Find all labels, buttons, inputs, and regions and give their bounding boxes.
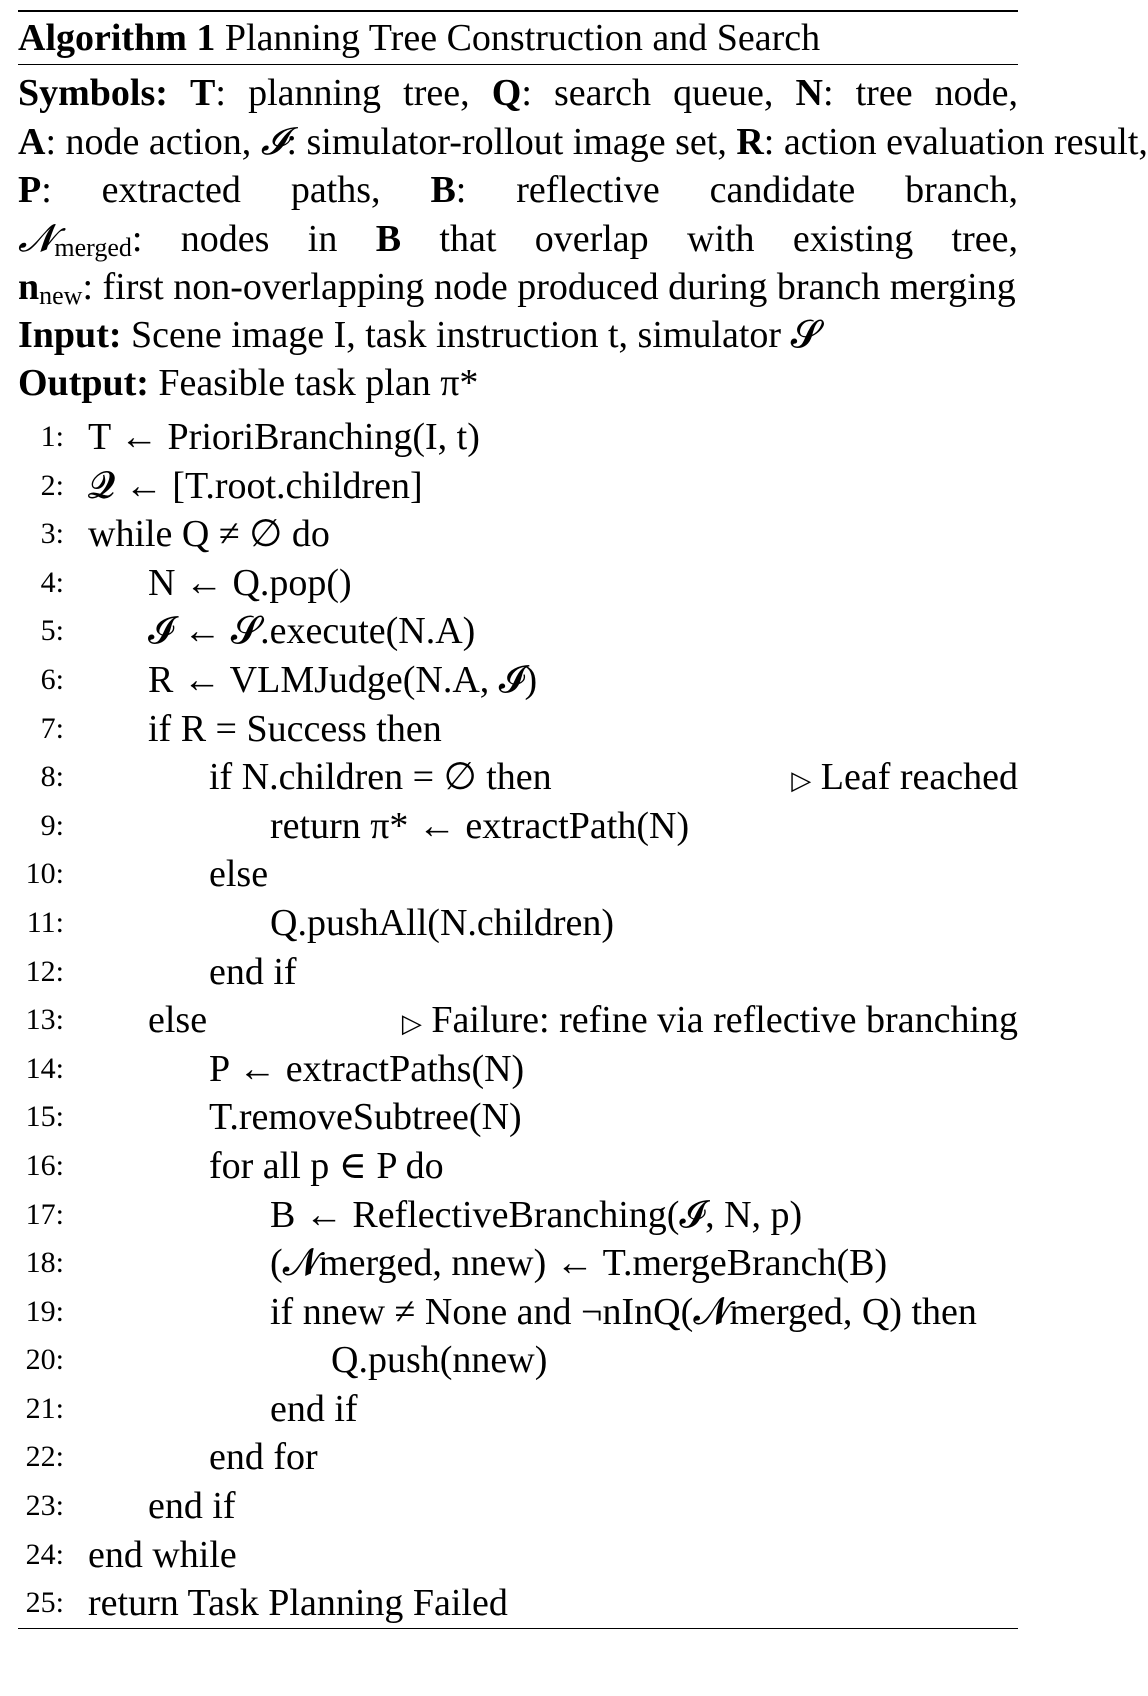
line-number: 5:	[40, 614, 64, 648]
code-statement: Q.push(nnew)	[331, 1339, 548, 1382]
code-statement: 𝓘 ← 𝓢.execute(N.A)	[148, 610, 476, 653]
code-line	[18, 413, 1018, 462]
symbol: A	[18, 121, 46, 163]
line-number: 20:	[25, 1343, 64, 1377]
code-line	[18, 462, 1018, 511]
symbol-desc: : tree node,	[822, 72, 1019, 114]
line-number: 8:	[40, 760, 64, 794]
code-line	[18, 1142, 1018, 1191]
symbol-subscript: merged	[54, 233, 132, 262]
line-number: 2:	[40, 468, 64, 502]
symbols-label: Symbols:	[18, 72, 168, 114]
symbol: B	[430, 169, 456, 211]
bottom-rule	[18, 1628, 1018, 1629]
symbol-desc: : nodes in	[131, 218, 338, 260]
comment-text: Leaf reached	[820, 756, 1018, 799]
code-line	[18, 1579, 1018, 1628]
code-statement: else	[209, 853, 269, 896]
code-line	[18, 1482, 1018, 1531]
symbol: 𝓘	[260, 119, 287, 163]
line-number: 17:	[25, 1197, 64, 1231]
comment-text: Failure: refine via reflective branching	[431, 999, 1018, 1042]
code-statement: N ← Q.pop()	[148, 561, 352, 604]
symbol-desc: : node action,	[45, 121, 252, 163]
code-line	[18, 1433, 1018, 1482]
code-line	[18, 948, 1018, 997]
line-number: 12:	[25, 954, 64, 988]
symbol-desc: : planning tree,	[215, 72, 470, 114]
symbol: N	[795, 72, 823, 114]
line-number: 13:	[25, 1003, 64, 1037]
line-number: 24:	[25, 1537, 64, 1571]
symbols-line-5	[18, 263, 1018, 311]
symbol-desc: : extracted paths,	[41, 169, 381, 211]
code-line	[18, 656, 1018, 705]
code-line	[18, 1336, 1018, 1385]
line-number: 25:	[25, 1586, 64, 1620]
comment-triangle-icon: ▷	[791, 766, 812, 796]
symbol-desc: : reflective candidate branch,	[455, 169, 1018, 211]
code-statement: else	[148, 999, 208, 1042]
code-statement: end if	[209, 950, 297, 993]
algorithm-caption	[18, 12, 1018, 64]
code-line	[18, 1239, 1018, 1288]
symbol: T	[190, 72, 216, 114]
code-line	[18, 1385, 1018, 1434]
code-line	[18, 1288, 1018, 1337]
code-statement: while Q ≠ ∅ do	[88, 513, 330, 556]
code-line	[18, 996, 1018, 1045]
symbols-line-3	[18, 166, 1018, 214]
output-line	[18, 359, 1018, 407]
code-line	[18, 1045, 1018, 1094]
symbol-desc: : simulator-rollout image set,	[286, 121, 727, 163]
algorithm-label: Algorithm 1	[18, 17, 216, 59]
code-comment	[791, 753, 1018, 806]
input-label: Input:	[18, 314, 122, 356]
line-number: 3:	[40, 517, 64, 551]
code-statement: return π* ← extractPath(N)	[270, 804, 690, 847]
code-statement: Q.pushAll(N.children)	[270, 901, 615, 944]
line-number: 15:	[25, 1100, 64, 1134]
code-statement: T ← PrioriBranching(I, t)	[88, 416, 480, 458]
symbol: 𝓝	[18, 216, 55, 260]
symbol: B	[375, 218, 402, 260]
code-line	[18, 899, 1018, 948]
output-label: Output:	[18, 362, 149, 404]
algorithm-body	[18, 407, 1018, 1628]
code-line	[18, 607, 1018, 656]
line-number: 18:	[25, 1246, 64, 1280]
symbols-line-2	[18, 117, 1148, 166]
symbols-line-4	[18, 214, 1018, 263]
code-line	[18, 802, 1018, 851]
code-statement: if nnew ≠ None and ¬nInQ(𝓝merged, Q) then	[270, 1290, 977, 1333]
symbol-desc: that overlap with existing tree,	[439, 218, 1019, 260]
line-number: 4:	[40, 565, 64, 599]
code-statement: if R = Success then	[148, 707, 442, 750]
code-statement: 𝓠 ← [T.root.children]	[88, 464, 423, 507]
code-line	[18, 753, 1018, 802]
symbol: P	[18, 169, 42, 211]
code-statement: if N.children = ∅ then	[209, 756, 552, 799]
code-statement: (𝓝merged, nnew) ← T.mergeBranch(B)	[270, 1242, 888, 1285]
line-number: 16:	[25, 1148, 64, 1182]
input-text: Scene image I, task instruction t, simulator 𝓢	[131, 314, 820, 356]
algorithm-block	[18, 10, 1148, 1629]
code-line	[18, 1191, 1018, 1240]
code-line	[18, 705, 1018, 754]
line-number: 7:	[40, 711, 64, 745]
line-number: 9:	[40, 808, 64, 842]
code-statement: return Task Planning Failed	[88, 1582, 508, 1625]
output-text: Feasible task plan π*	[158, 362, 479, 404]
code-statement: P ← extractPaths(N)	[209, 1047, 525, 1090]
code-line	[18, 559, 1018, 608]
line-number: 19:	[25, 1294, 64, 1328]
code-comment	[402, 996, 1018, 1049]
code-statement: end for	[209, 1436, 318, 1479]
symbols-block	[18, 65, 1148, 407]
code-statement: end while	[88, 1533, 237, 1576]
line-number: 21:	[25, 1391, 64, 1425]
line-number: 1:	[40, 420, 64, 453]
symbol-desc: : first non-overlapping node produced during branch merging	[82, 266, 1016, 308]
symbol-desc: : action evaluation result,	[763, 121, 1148, 163]
line-number: 23:	[25, 1489, 64, 1523]
code-line	[18, 1531, 1018, 1580]
code-statement: R ← VLMJudge(N.A, 𝓘)	[148, 658, 538, 701]
line-number: 6:	[40, 662, 64, 696]
code-statement: T.removeSubtree(N)	[209, 1096, 522, 1139]
symbol-subscript: new	[39, 281, 83, 310]
comment-triangle-icon: ▷	[401, 1009, 422, 1039]
symbol-desc: : search queue,	[521, 72, 774, 114]
line-number: 22:	[25, 1440, 64, 1474]
symbol: Q	[491, 72, 522, 114]
input-line	[18, 311, 1018, 359]
line-number: 11:	[26, 905, 64, 939]
line-number: 10:	[25, 857, 64, 891]
symbol: R	[736, 121, 764, 163]
symbol: n	[18, 266, 40, 308]
code-statement: end if	[148, 1485, 236, 1528]
code-line	[18, 1093, 1018, 1142]
code-statement: end if	[270, 1387, 358, 1430]
line-number: 14:	[25, 1051, 64, 1085]
code-line	[18, 510, 1018, 559]
code-statement: B ← ReflectiveBranching(𝓘, N, p)	[270, 1193, 803, 1236]
symbols-line-1	[18, 69, 1018, 117]
algorithm-title: Planning Tree Construction and Search	[224, 17, 821, 59]
code-statement: for all p ∈ P do	[209, 1144, 444, 1187]
code-line	[18, 850, 1018, 899]
